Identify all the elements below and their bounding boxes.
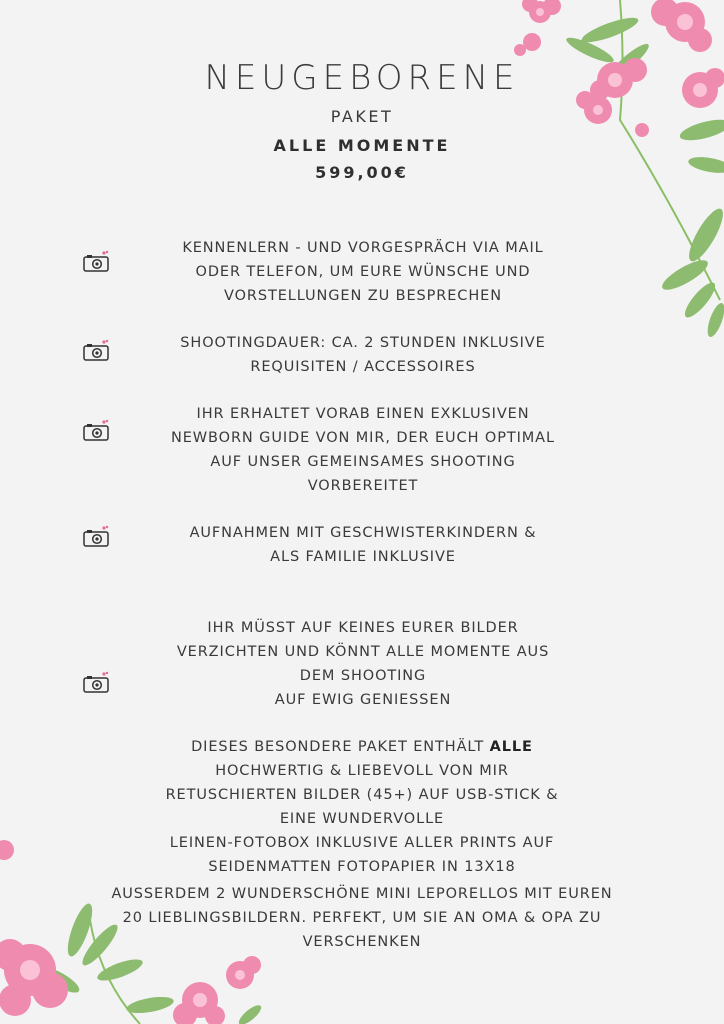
bonus-text-line: 20 LIEBLINGSBILDERN. PERFEKT, UM SIE AN OMA & OPA ZU — [122, 910, 602, 926]
feature-text-line: REQUISITEN / ACCESSOIRES — [250, 359, 476, 375]
bonus-text — [62, 882, 662, 954]
feature-text-line: VERZICHTEN UND KÖNNT ALLE MOMENTE AUS — [176, 644, 550, 660]
package-contents-line: RETUSCHIERTEN BILDER (45+) AUF USB-STICK & — [165, 787, 559, 803]
package-contents-line — [100, 735, 624, 759]
feature-text-line: VORBEREITET — [307, 478, 419, 494]
feature-text-line: KENNENLERN - UND VORGESPRÄCH VIA MAIL — [182, 240, 544, 256]
feature-text-line: ALS FAMILIE INKLUSIVE — [270, 549, 456, 565]
package-contents-line: EINE WUNDERVOLLE — [279, 811, 445, 827]
bonus-text-line: VERSCHENKEN — [302, 934, 422, 950]
package-name: ALLE MOMENTE — [273, 136, 451, 155]
page-subtitle: PAKET — [330, 107, 394, 126]
page-title: NEUGEBORENE — [204, 58, 520, 98]
package-contents-line: SEIDENMATTEN FOTOPAPIER IN 13X18 — [208, 859, 516, 875]
feature-text-line: DEM SHOOTING — [299, 668, 427, 684]
package-price: 599,00€ — [315, 163, 409, 182]
feature-text-line: AUF UNSER GEMEINSAMES SHOOTING — [210, 454, 516, 470]
feature-text-line: SHOOTINGDAUER: CA. 2 STUNDEN INKLUSIVE — [180, 335, 546, 351]
feature-text-line: VORSTELLUNGEN ZU BESPRECHEN — [224, 288, 502, 304]
package-contents-line: LEINEN-FOTOBOX INKLUSIVE ALLER PRINTS AUF — [169, 835, 555, 851]
package-contents-line: HOCHWERTIG & LIEBEVOLL VON MIR — [215, 763, 509, 779]
feature-text-line: AUF EWIG GENIESSEN — [274, 692, 452, 708]
feature-text-line: IHR MÜSST AUF KEINES EURER BILDER — [207, 620, 519, 636]
feature-text-line: IHR ERHALTET VORAB EINEN EXKLUSIVEN — [196, 406, 530, 422]
camera-icon — [82, 525, 110, 547]
feature-text-line: ODER TELEFON, UM EURE WÜNSCHE UND — [195, 264, 531, 280]
package-contents-emphasis: ALLE — [489, 739, 533, 755]
bonus-text-line: AUSSERDEM 2 WUNDERSCHÖNE MINI LEPORELLOS MIT EUREN — [111, 886, 613, 902]
feature-text-line: AUFNAHMEN MIT GESCHWISTERKINDERN & — [189, 525, 537, 541]
package-contents-text — [100, 735, 624, 879]
camera-icon — [82, 250, 110, 272]
package-contents-prefix: DIESES BESONDERE PAKET ENTHÄLT — [191, 739, 490, 755]
camera-icon — [82, 419, 110, 441]
camera-icon — [82, 339, 110, 361]
feature-text-line: NEWBORN GUIDE VON MIR, DER EUCH OPTIMAL — [171, 430, 555, 446]
camera-icon — [82, 671, 110, 693]
